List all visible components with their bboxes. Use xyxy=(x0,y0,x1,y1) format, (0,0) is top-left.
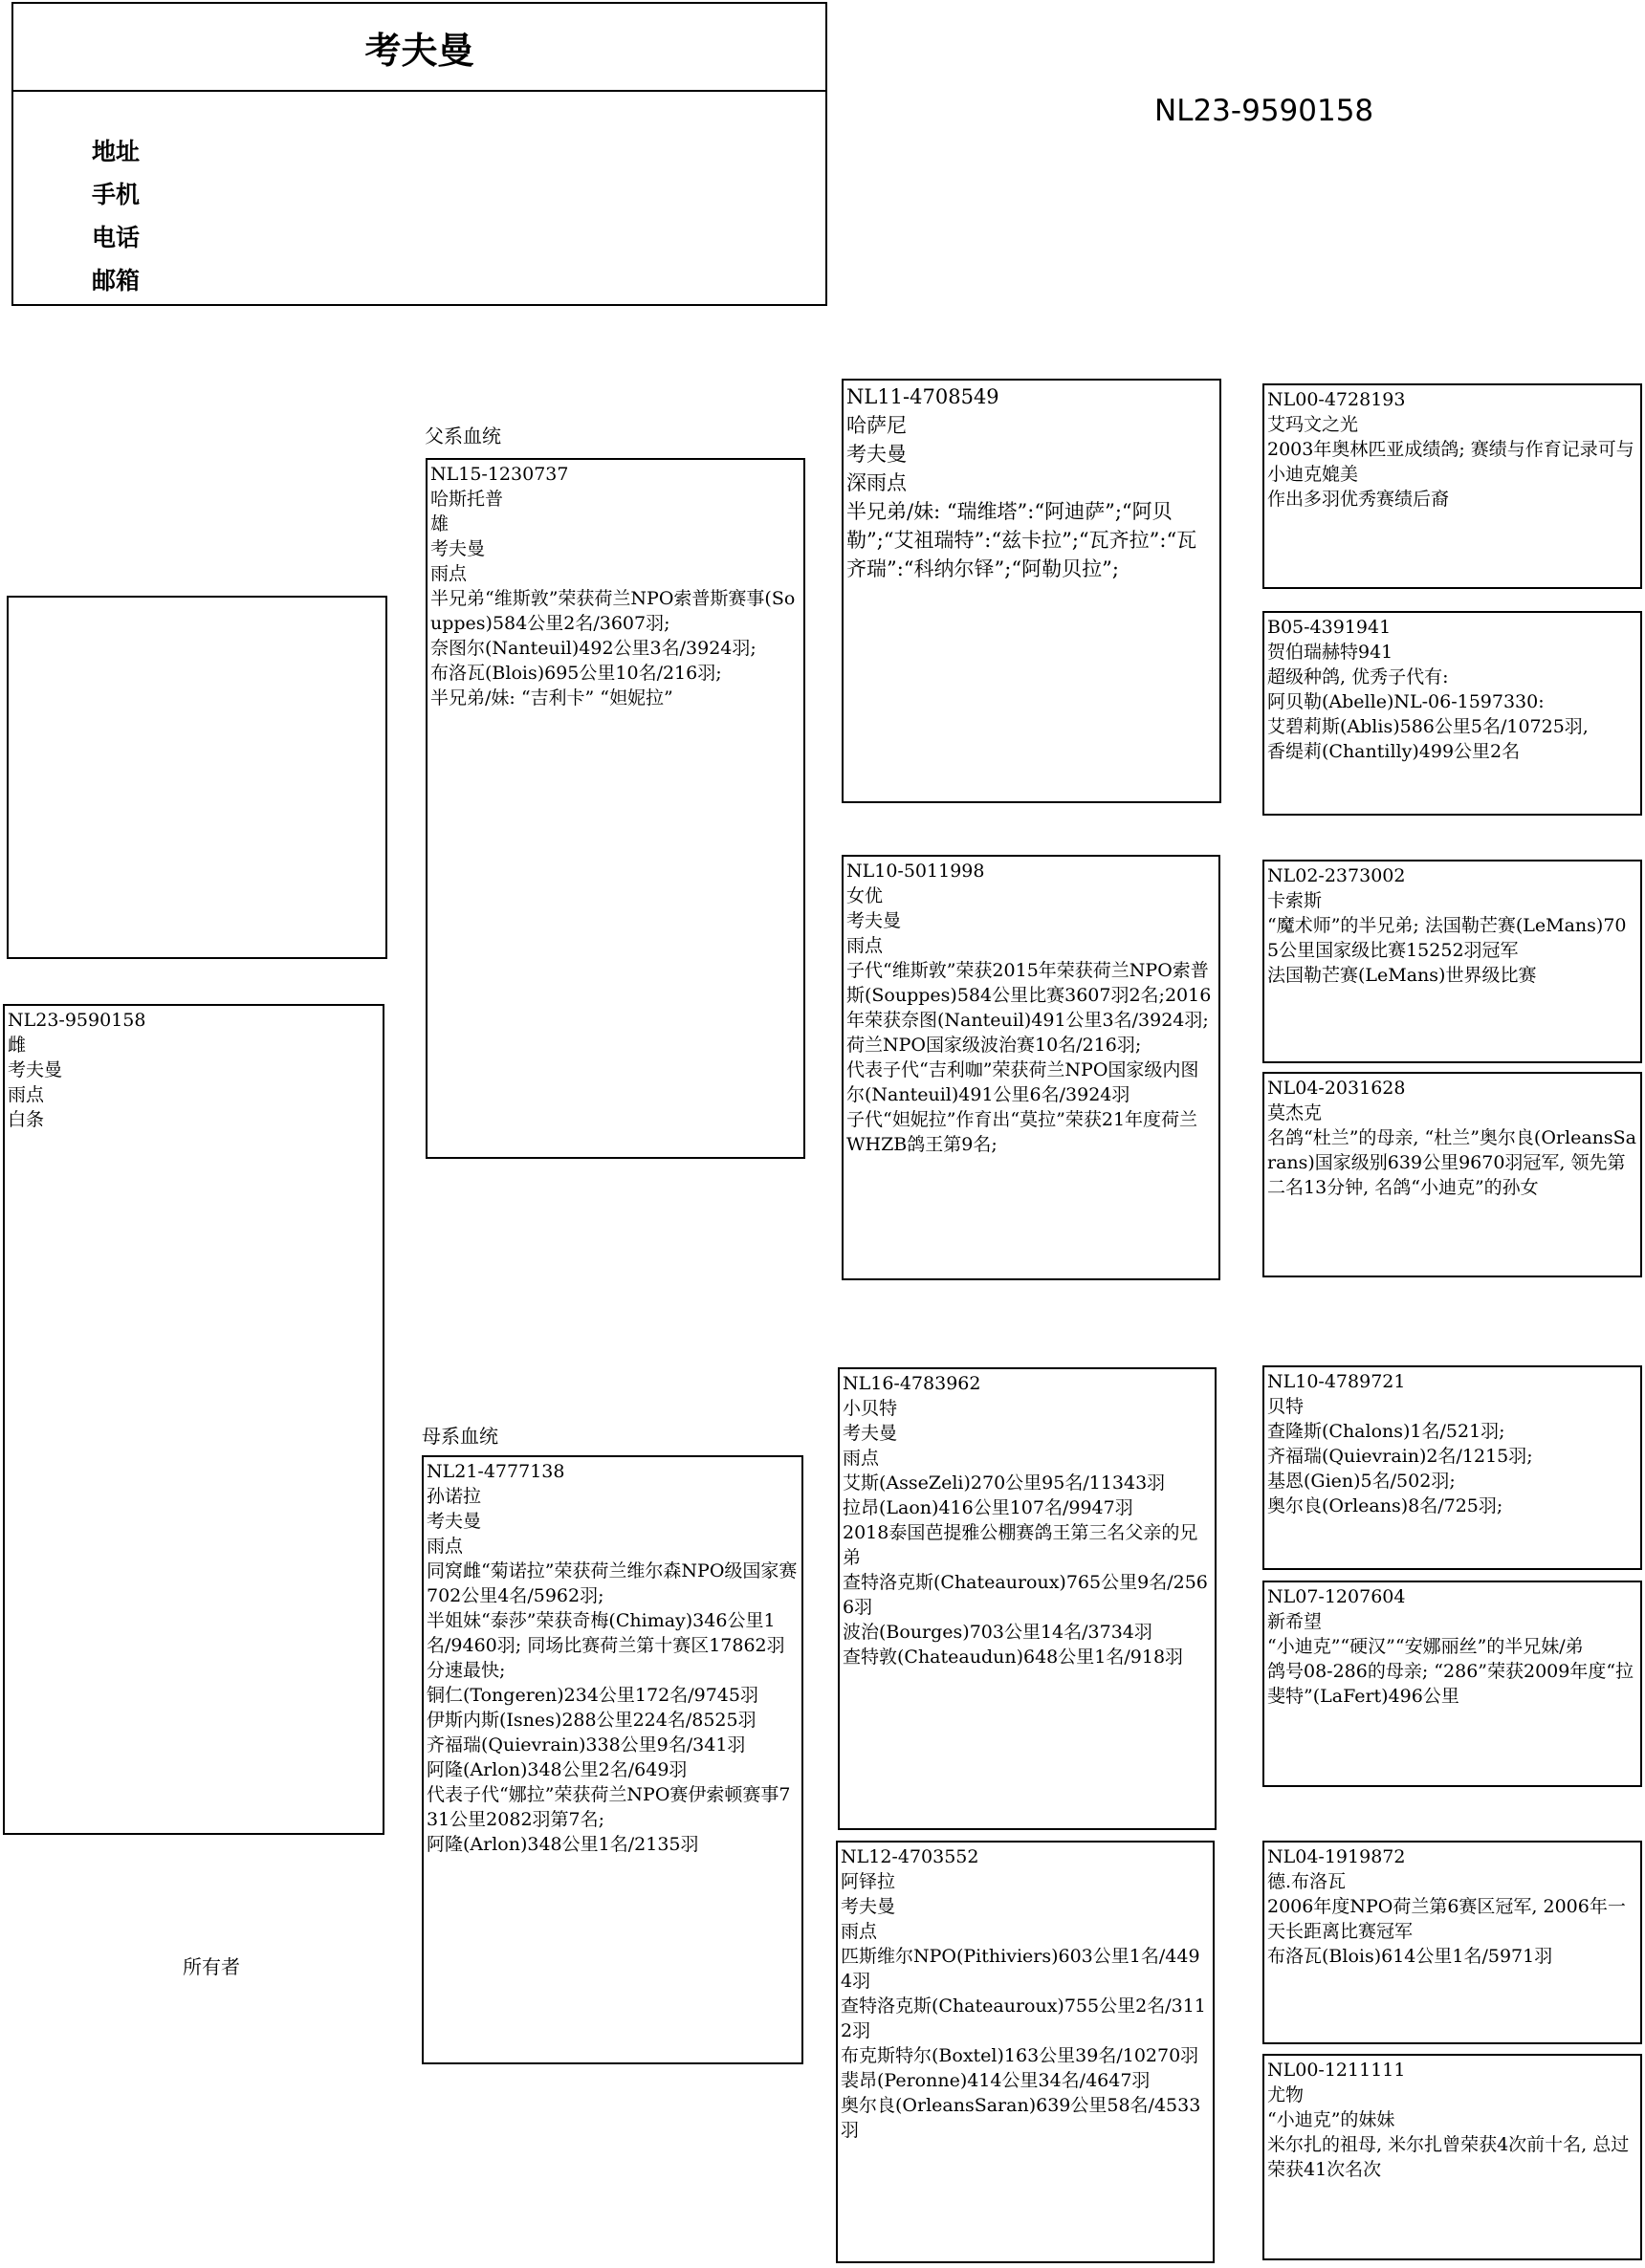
dam-dam-note: 查特洛克斯(Chateauroux)755公里2名/3112羽 xyxy=(841,1995,1206,2041)
subject-sex: 雌 xyxy=(8,1035,27,1056)
dss-note: 基恩(Gien)5名/502羽; xyxy=(1267,1471,1456,1492)
sss-card xyxy=(1262,383,1642,589)
sdd-card xyxy=(1262,1072,1642,1277)
sire-dam-breeder: 考夫曼 xyxy=(846,910,902,931)
sire-line-label: 父系血统 xyxy=(425,425,501,447)
dam-note: 阿隆(Arlon)348公里1名/2135羽 xyxy=(427,1834,699,1855)
ssd-ring: B05-4391941 xyxy=(1267,617,1392,638)
dam-sire-name: 小贝特 xyxy=(843,1398,898,1419)
sire-sire-breeder: 考夫曼 xyxy=(846,443,907,466)
sds-note: “魔术师”的半兄弟; 法国勒芒赛(LeMans)705公里国家级比赛15252羽冠军 xyxy=(1267,915,1627,961)
dam-dam-ring: NL12-4703552 xyxy=(841,1846,979,1867)
dam-sire-note: 查特敦(Chateaudun)648公里1名/918羽 xyxy=(843,1646,1184,1668)
sire-dam-note: 子代“维斯敦”荣获2015年荣获荷兰NPO索普斯(Souppes)584公里比赛3607羽2名;2016年荣获奈图(Nanteuil)491公里3名/3924羽; 荷兰NPO国家级波治赛10名/216羽; xyxy=(846,960,1212,1056)
ddd-note: “小迪克”的妹妹 xyxy=(1267,2109,1395,2130)
dss-note: 齐福瑞(Quievrain)2名/1215羽; xyxy=(1267,1446,1533,1467)
dam-line-label: 母系血统 xyxy=(422,1425,498,1448)
dam-sire-card xyxy=(838,1367,1217,1830)
ddd-card xyxy=(1262,2054,1642,2260)
dss-note: 查隆斯(Chalons)1名/521羽; xyxy=(1267,1421,1505,1442)
dam-dam-note: 布克斯特尔(Boxtel)163公里39名/10270羽 xyxy=(841,2045,1199,2066)
dam-sire-note: 2018泰国芭提雅公棚赛鸽王第三名父亲的兄弟 xyxy=(843,1522,1198,1568)
dss-name: 贝特 xyxy=(1267,1396,1305,1417)
dam-sire-note: 波治(Bourges)703公里14名/3734羽 xyxy=(843,1622,1152,1643)
dds-note: 2006年度NPO荷兰第6赛区冠军, 2006年一天长距离比赛冠军 xyxy=(1267,1896,1626,1942)
dsd-name: 新希望 xyxy=(1267,1611,1323,1632)
sire-sire-note: 半兄弟/妹: “瑞维塔”:“阿迪萨”;“阿贝勒”;“艾祖瑞特”:“兹卡拉”;“瓦齐拉”:“瓦齐瑞”:“科纳尔铎”;“阿勒贝拉”; xyxy=(846,500,1197,580)
sire-note: 半兄弟/妹: “吉利卡” “妲妮拉” xyxy=(430,687,673,709)
sire-dam-note: 代表子代“吉利咖”荣获荷兰NPO国家级内图尔(Nanteuil)491公里6名/3924羽 xyxy=(846,1059,1199,1105)
sire-breeder: 考夫曼 xyxy=(430,538,486,559)
sds-card xyxy=(1262,860,1642,1063)
ssd-card xyxy=(1262,611,1642,816)
dss-note: 奥尔良(Orleans)8名/725羽; xyxy=(1267,1495,1503,1516)
sire-note: 奈图尔(Nanteuil)492公里3名/3924羽; xyxy=(430,638,757,659)
dss-ring: NL10-4789721 xyxy=(1267,1371,1406,1392)
dam-note: 半姐妹“泰莎”荣获奇梅(Chimay)346公里1名/9460羽; 同场比赛荷兰第十赛区17862羽分速最快; xyxy=(427,1610,785,1681)
dam-sire-breeder: 考夫曼 xyxy=(843,1423,898,1444)
dam-dam-note: 匹斯维尔NPO(Pithiviers)603公里1名/4494羽 xyxy=(841,1946,1200,1992)
dam-breeder: 考夫曼 xyxy=(427,1511,482,1532)
ssd-note: 香缇莉(Chantilly)499公里2名 xyxy=(1267,741,1521,762)
owner-label: 所有者 xyxy=(183,1955,240,1978)
dam-sire-ring: NL16-4783962 xyxy=(843,1373,981,1394)
email-label: 邮箱 xyxy=(92,267,141,294)
dam-note: 同窝雌“菊诺拉”荣获荷兰维尔森NPO级国家赛702公里4名/5962羽; xyxy=(427,1560,798,1606)
dam-note: 铜仁(Tongeren)234公里172名/9745羽 xyxy=(427,1685,758,1706)
ddd-note: 米尔扎的祖母, 米尔扎曾荣获4次前十名, 总过荣获41次名次 xyxy=(1267,2134,1630,2180)
sdd-ring: NL04-2031628 xyxy=(1267,1078,1406,1099)
sds-note: 法国勒芒赛(LeMans)世界级比赛 xyxy=(1267,965,1537,986)
sire-card xyxy=(426,458,805,1159)
dss-card xyxy=(1262,1365,1642,1570)
owner-header xyxy=(11,2,827,306)
dam-sire-color: 雨点 xyxy=(843,1448,880,1469)
sire-ring: NL15-1230737 xyxy=(430,464,569,485)
dam-dam-name: 阿铎拉 xyxy=(841,1871,896,1892)
dsd-note: “小迪克”“硬汉”“安娜丽丝”的半兄妹/弟 xyxy=(1267,1636,1584,1657)
dam-dam-note: 裴昂(Peronne)414公里34名/4647羽 xyxy=(841,2070,1151,2091)
sire-name: 哈斯托普 xyxy=(430,489,504,510)
sire-note: 半兄弟“维斯敦”荣获荷兰NPO索普斯赛事(Souppes)584公里2名/3607羽; xyxy=(430,588,796,634)
phone-label: 电话 xyxy=(92,224,141,251)
dam-sire-note: 艾斯(AsseZeli)270公里95名/11343羽 xyxy=(843,1472,1166,1494)
address-label: 地址 xyxy=(92,138,141,165)
sss-name: 艾玛文之光 xyxy=(1267,414,1359,435)
dam-note: 齐福瑞(Quievrain)338公里9名/341羽 xyxy=(427,1734,746,1756)
dam-ring: NL21-4777138 xyxy=(427,1461,565,1482)
dam-sire-note: 查特洛克斯(Chateauroux)765公里9名/2566羽 xyxy=(843,1572,1208,1618)
mobile-label: 手机 xyxy=(92,181,141,208)
sire-sire-color: 深雨点 xyxy=(846,471,907,494)
dam-name: 孙诺拉 xyxy=(427,1486,482,1507)
sire-dam-card xyxy=(842,855,1220,1280)
dam-note: 代表子代“娜拉”荣获荷兰NPO赛伊索顿赛事731公里2082羽第7名; xyxy=(427,1784,791,1830)
sire-dam-note: 子代“妲妮拉”作育出“莫拉”荣获21年度荷兰WHZB鸽王第9名; xyxy=(846,1109,1198,1155)
dam-dam-breeder: 考夫曼 xyxy=(841,1896,896,1917)
sire-color: 雨点 xyxy=(430,563,468,584)
ssd-note: 艾碧莉斯(Ablis)586公里5名/10725羽, xyxy=(1267,716,1589,737)
ddd-ring: NL00-1211111 xyxy=(1267,2060,1406,2081)
dds-card xyxy=(1262,1841,1642,2044)
subject-breeder: 考夫曼 xyxy=(8,1059,63,1080)
subject-marking: 白条 xyxy=(8,1109,45,1130)
sire-dam-color: 雨点 xyxy=(846,935,884,956)
dsd-card xyxy=(1262,1581,1642,1787)
dam-dam-card xyxy=(836,1841,1215,2263)
ssd-note: 阿贝勒(Abelle)NL-06-1597330: xyxy=(1267,691,1545,712)
sire-dam-name: 女优 xyxy=(846,885,884,906)
sss-note: 2003年奥林匹亚成绩鸽; 赛绩与作育记录可与小迪克媲美 xyxy=(1267,439,1634,485)
dam-note: 阿隆(Arlon)348公里2名/649羽 xyxy=(427,1759,688,1780)
dam-dam-note: 奥尔良(OrleansSaran)639公里58名/4533羽 xyxy=(841,2095,1201,2141)
owner-name: 考夫曼 xyxy=(13,4,825,92)
dds-ring: NL04-1919872 xyxy=(1267,1846,1406,1867)
subject-card xyxy=(3,1004,384,1835)
dds-name: 德.布洛瓦 xyxy=(1267,1871,1347,1892)
sss-note: 作出多羽优秀赛绩后裔 xyxy=(1267,489,1450,510)
sss-ring: NL00-4728193 xyxy=(1267,389,1406,410)
subject-ring: NL23-9590158 xyxy=(8,1010,146,1031)
dsd-note: 鸽号08-286的母亲; “286”荣获2009年度“拉斐特”(LaFert)496公里 xyxy=(1267,1661,1634,1707)
sdd-note: 名鸽“杜兰”的母亲, “杜兰”奥尔良(OrleansSarans)国家级别639公里9670羽冠军, 领先第二名13分钟, 名鸽“小迪克”的孙女 xyxy=(1267,1127,1636,1198)
sire-sire-ring: NL11-4708549 xyxy=(846,385,999,408)
subject-color: 雨点 xyxy=(8,1084,45,1105)
sire-sex: 雄 xyxy=(430,513,450,534)
dds-note: 布洛瓦(Blois)614公里1名/5971羽 xyxy=(1267,1946,1553,1967)
sire-note: 布洛瓦(Blois)695公里10名/216羽; xyxy=(430,663,722,684)
dam-sire-note: 拉昂(Laon)416公里107名/9947羽 xyxy=(843,1497,1133,1518)
header-ring-number: NL23-9590158 xyxy=(1154,94,1374,128)
sds-name: 卡索斯 xyxy=(1267,890,1323,911)
dam-note: 伊斯内斯(Isnes)288公里224名/8525羽 xyxy=(427,1710,757,1731)
ssd-note: 超级种鸽, 优秀子代有: xyxy=(1267,666,1449,687)
pigeon-photo-frame xyxy=(7,596,387,959)
ddd-name: 尤物 xyxy=(1267,2084,1305,2105)
dam-color: 雨点 xyxy=(427,1536,464,1557)
sds-ring: NL02-2373002 xyxy=(1267,865,1406,886)
ssd-name: 贺伯瑞赫特941 xyxy=(1267,642,1393,663)
sire-sire-card xyxy=(842,379,1221,803)
dam-card xyxy=(422,1455,803,2064)
sire-sire-name: 哈萨尼 xyxy=(846,414,907,437)
sdd-name: 莫杰克 xyxy=(1267,1102,1323,1123)
dsd-ring: NL07-1207604 xyxy=(1267,1586,1406,1607)
sire-dam-ring: NL10-5011998 xyxy=(846,861,985,882)
dam-dam-color: 雨点 xyxy=(841,1921,878,1942)
